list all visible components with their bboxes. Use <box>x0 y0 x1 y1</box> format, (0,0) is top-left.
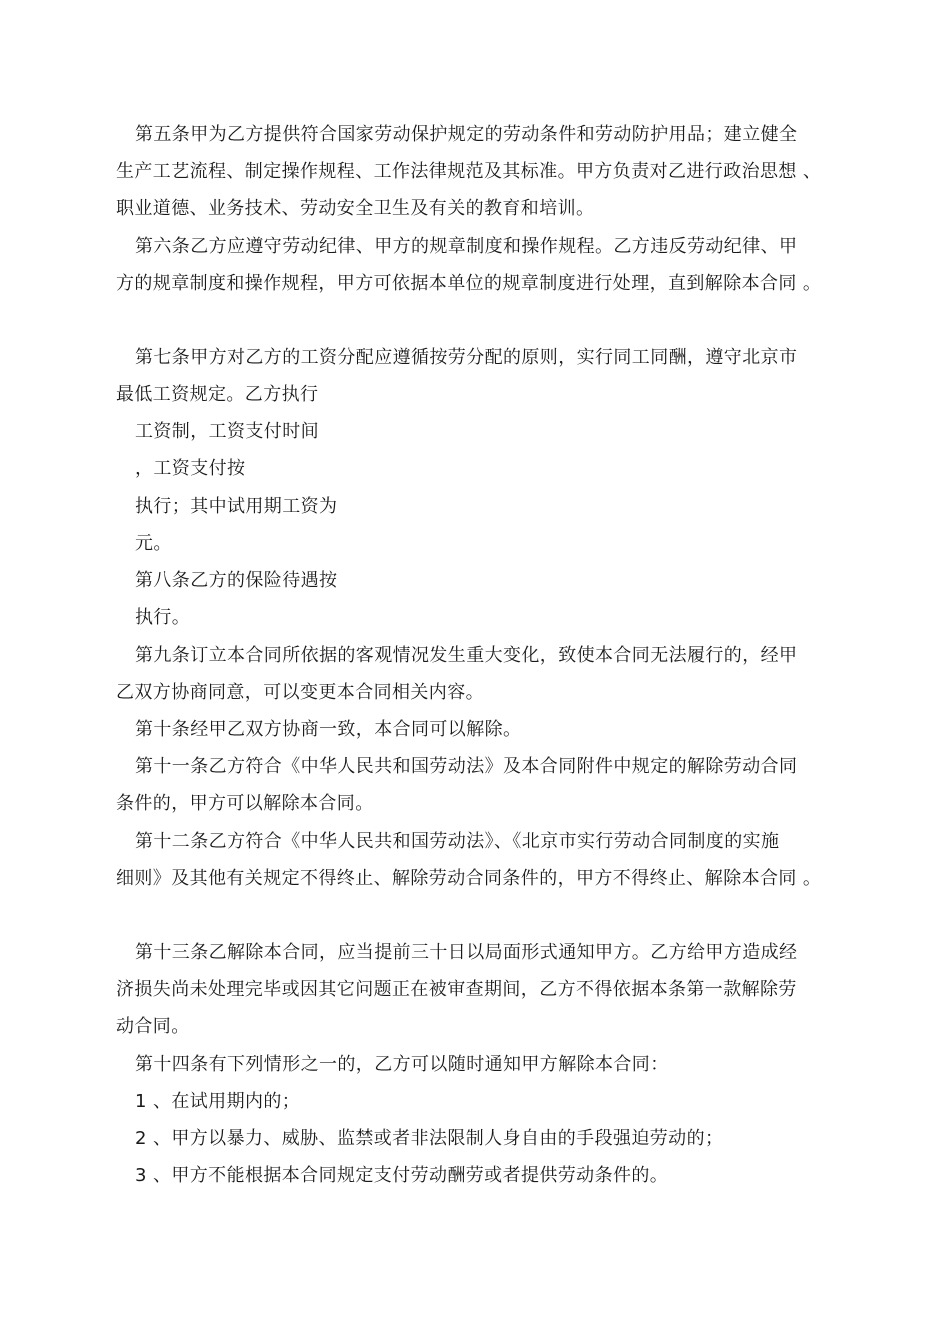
article-10-line-1: 第十条经甲乙双方协商一致，本合同可以解除。 <box>135 719 522 740</box>
article-5-line-3: 职业道德、业务技术、劳动安全卫生及有关的教育和培训。 <box>116 198 595 219</box>
article-6-line-1: 第六条乙方应遵守劳动纪律、甲方的规章制度和操作规程。乙方违反劳动纪律、甲 <box>135 236 798 257</box>
article-14-line-1: 第十四条有下列情形之一的，乙方可以随时通知甲方解除本合同： <box>135 1054 669 1075</box>
article-8-line-1: 第八条乙方的保险待遇按 <box>135 570 338 591</box>
article-12-line-1: 第十二条乙方符合《中华人民共和国劳动法》、《北京市实行劳动合同制度的实施 <box>135 831 780 852</box>
article-7-line-2: 最低工资规定。乙方执行 <box>116 384 319 405</box>
article-6-line-2: 方的规章制度和操作规程，甲方可依据本单位的规章制度进行处理，直到解除本合同 。 <box>116 273 822 294</box>
article-7-line-5: 执行；其中试用期工资为 <box>135 496 338 517</box>
article-8-line-2: 执行。 <box>135 607 191 628</box>
article-14-item-2: 2 、甲方以暴力、威胁、监禁或者非法限制人身自由的手段强迫劳动的； <box>135 1128 724 1149</box>
article-7-line-3: 工资制，工资支付时间 <box>135 421 319 442</box>
article-12-line-2: 细则》及其他有关规定不得终止、解除劳动合同条件的，甲方不得终止、解除本合同 。 <box>116 868 822 889</box>
article-11-line-2: 条件的，甲方可以解除本合同。 <box>116 793 374 814</box>
article-5-line-2: 生产工艺流程、制定操作规程、工作法律规范及其标准。甲方负责对乙进行政治思想 、 <box>116 161 822 182</box>
article-14-item-3: 3 、甲方不能根据本合同规定支付劳动酬劳或者提供劳动条件的。 <box>135 1165 669 1186</box>
article-7-line-1: 第七条甲方对乙方的工资分配应遵循按劳分配的原则，实行同工同酬，遵守北京市 <box>135 347 798 368</box>
article-11-line-1: 第十一条乙方符合《中华人民共和国劳动法》及本合同附件中规定的解除劳动合同 <box>135 756 798 777</box>
article-9-line-2: 乙双方协商同意，可以变更本合同相关内容。 <box>116 682 484 703</box>
article-13-line-1: 第十三条乙解除本合同，应当提前三十日以局面形式通知甲方。乙方给甲方造成经 <box>135 942 798 963</box>
article-5-line-1: 第五条甲为乙方提供符合国家劳动保护规定的劳动条件和劳动防护用品；建立健全 <box>135 124 798 145</box>
article-7-line-6: 元。 <box>135 533 172 554</box>
article-7-line-4: ，工资支付按 <box>135 458 246 479</box>
article-13-line-3: 动合同。 <box>116 1016 190 1037</box>
article-14-item-1: 1 、在试用期内的； <box>135 1091 301 1112</box>
article-9-line-1: 第九条订立本合同所依据的客观情况发生重大变化，致使本合同无法履行的，经甲 <box>135 645 798 666</box>
article-13-line-2: 济损失尚未处理完毕或因其它问题正在被审查期间，乙方不得依据本条第一款解除劳 <box>116 979 797 1000</box>
